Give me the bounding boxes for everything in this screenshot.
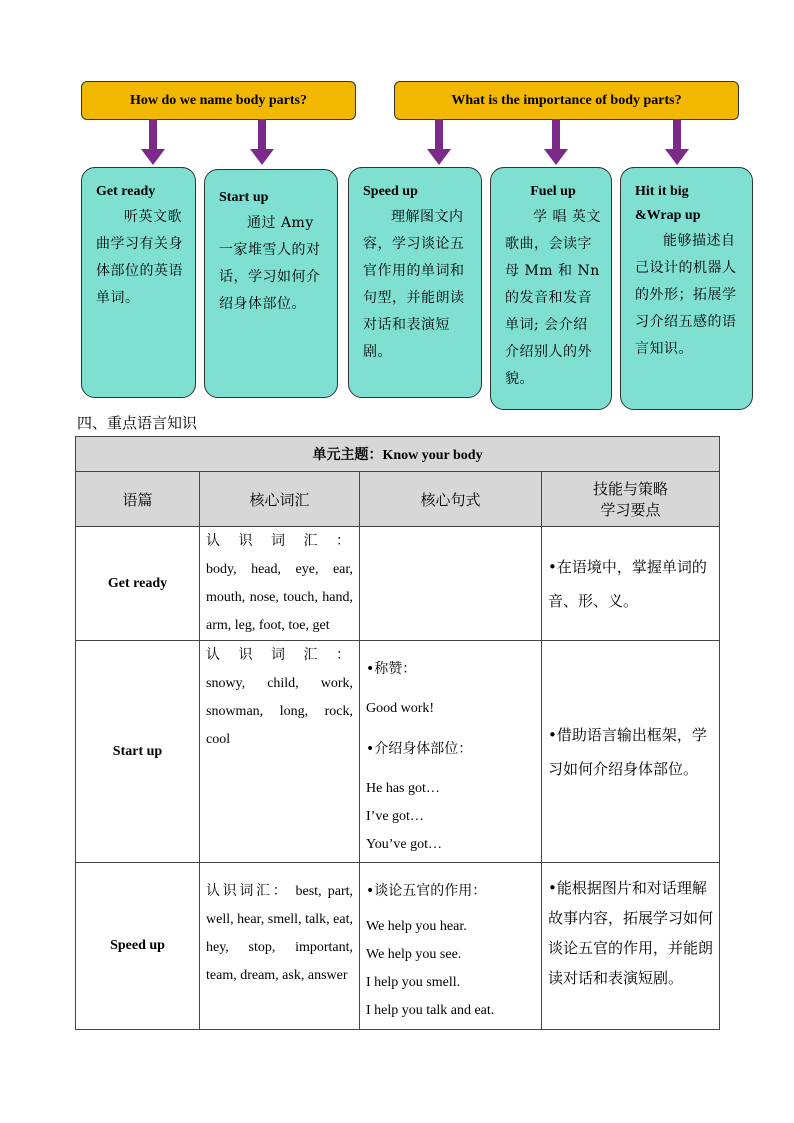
sentence: I help you smell. xyxy=(366,975,461,990)
vocab-label: 认 识 词 汇 ： xyxy=(206,533,353,549)
card-body: 能够描述自己设计的机器人的外形；拓展学习介绍五感的语言知识。 xyxy=(635,233,737,357)
card-title: Speed up xyxy=(363,184,418,199)
table-row xyxy=(76,527,720,641)
sentence: We help you hear. xyxy=(366,919,467,934)
down-arrow-icon xyxy=(141,119,165,165)
row-skill: •借助语言输出框架，学习如何介绍身体部位。 xyxy=(542,641,720,863)
table-row xyxy=(76,863,720,1030)
table-theme: 单元主题：Know your body xyxy=(76,437,720,472)
row-sentences xyxy=(360,641,542,863)
column-header-vocab: 核心词汇 xyxy=(200,472,360,527)
card-body: 学 唱 英文歌曲，会读字母 Mm 和 Nn 的发音和发音单词; 会介绍介绍别人的外貌。 xyxy=(505,209,601,387)
card-hit-it-big xyxy=(620,167,753,410)
vocab-label: 认 识 词 汇 ： xyxy=(206,647,353,663)
card-title: Start up xyxy=(219,190,269,205)
sentence: I’ve got… xyxy=(366,809,424,824)
header-line: 技能与策略 xyxy=(593,480,669,498)
column-header-skills xyxy=(542,472,720,527)
row-skill: •在语境中，掌握单词的音、形、义。 xyxy=(542,527,720,641)
card-body: 通过 Amy 一家堆雪人的对话，学习如何介绍身体部位。 xyxy=(219,215,321,312)
column-header-lesson: 语篇 xyxy=(76,472,200,527)
row-vocab xyxy=(200,863,360,1030)
row-lesson: Get ready xyxy=(76,527,200,641)
column-header-sentences: 核心句式 xyxy=(360,472,542,527)
sentence-label: •谈论五官的作用： xyxy=(366,883,487,899)
row-sentences xyxy=(360,527,542,641)
question-box-name-body-parts xyxy=(81,81,356,120)
card-title: Hit it big xyxy=(635,184,689,199)
row-lesson: Start up xyxy=(76,641,200,863)
question-box-importance xyxy=(394,81,739,120)
sentence: You’ve got… xyxy=(366,837,442,852)
down-arrow-icon xyxy=(544,119,568,165)
question-text: What is the importance of body parts? xyxy=(451,92,682,108)
vocab-words: best, part, well, hear, smell, talk, eat, hey, stop, important, team, dream, ask, answer xyxy=(206,884,354,983)
sentence: I help you talk and eat. xyxy=(366,1003,495,1018)
sentence-label: •介绍身体部位： xyxy=(366,741,473,757)
card-fuel-up xyxy=(490,167,612,410)
card-body: 听英文歌曲学习有关身体部位的英语单词。 xyxy=(96,209,183,306)
down-arrow-icon xyxy=(427,119,451,165)
down-arrow-icon xyxy=(250,119,274,165)
down-arrow-icon xyxy=(665,119,689,165)
vocab-words: snowy, child, work, snowman, long, rock, cool xyxy=(206,676,353,747)
card-start-up xyxy=(204,169,338,398)
card-speed-up xyxy=(348,167,482,398)
vocab-label: 认识词汇： xyxy=(206,883,290,899)
question-text: How do we name body parts? xyxy=(130,92,307,108)
sentence-label: •称赞： xyxy=(366,661,417,677)
row-skill: •能根据图片和对话理解故事内容，拓展学习如何谈论五官的作用，并能朗读对话和表演短剧。 xyxy=(542,863,720,1030)
section-title: 四、重点语言知识 xyxy=(77,414,198,432)
sentence: He has got… xyxy=(366,781,440,796)
row-lesson: Speed up xyxy=(76,863,200,1030)
card-title-line2: &Wrap up xyxy=(635,208,701,223)
card-get-ready xyxy=(81,167,196,398)
sentence: Good work! xyxy=(366,701,435,716)
row-vocab xyxy=(200,527,360,641)
row-sentences xyxy=(360,863,542,1030)
vocab-words: body, head, eye, ear, mouth, nose, touch, hand, arm, leg, foot, toe, get xyxy=(206,562,353,633)
card-title: Get ready xyxy=(96,184,156,199)
language-knowledge-table xyxy=(75,436,720,1030)
card-title: Fuel up xyxy=(530,184,576,199)
sentence: We help you see. xyxy=(366,947,462,962)
header-line: 学习要点 xyxy=(600,501,661,519)
card-body: 理解图文内容，学习谈论五官作用的单词和句型，并能朗读对话和表演短剧。 xyxy=(363,209,465,360)
row-vocab xyxy=(200,641,360,863)
table-row xyxy=(76,641,720,863)
